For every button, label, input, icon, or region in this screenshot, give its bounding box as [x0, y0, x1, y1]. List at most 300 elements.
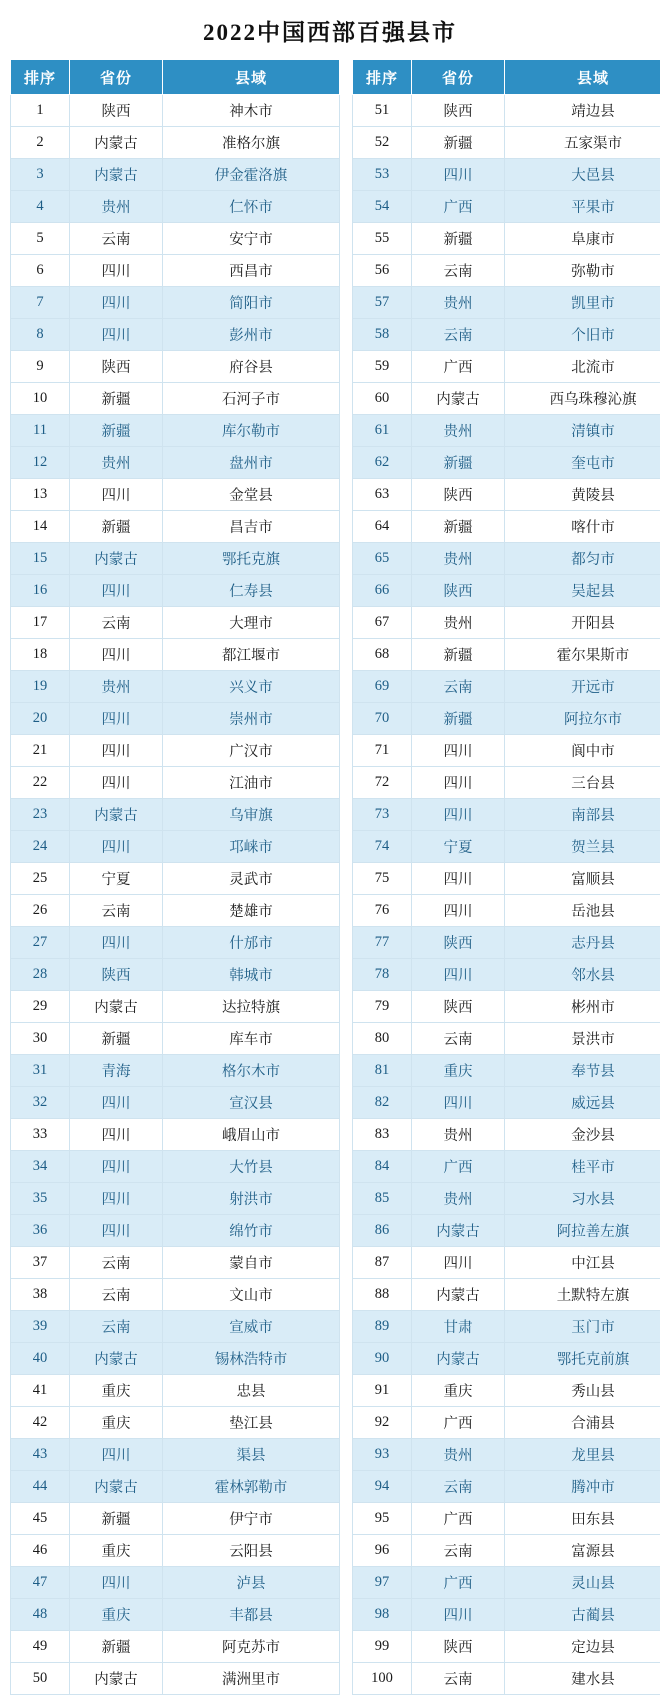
cell-county-left: 什邡市 [163, 927, 340, 959]
cell-county-right: 习水县 [505, 1183, 660, 1215]
cell-rank-left: 41 [11, 1375, 70, 1407]
cell-province-left: 云南 [70, 223, 163, 255]
table-row [11, 1567, 660, 1599]
column-gap [340, 1663, 353, 1695]
cell-rank-right: 82 [353, 1087, 412, 1119]
cell-rank-right: 51 [353, 95, 412, 127]
cell-county-left: 楚雄市 [163, 895, 340, 927]
column-gap [340, 1247, 353, 1279]
cell-rank-right: 52 [353, 127, 412, 159]
cell-county-left: 都江堰市 [163, 639, 340, 671]
table-row [11, 255, 660, 287]
cell-rank-right: 95 [353, 1503, 412, 1535]
cell-province-right: 贵州 [412, 1439, 505, 1471]
cell-county-left: 广汉市 [163, 735, 340, 767]
cell-province-right: 新疆 [412, 127, 505, 159]
cell-province-left: 新疆 [70, 415, 163, 447]
cell-rank-left: 19 [11, 671, 70, 703]
cell-province-left: 内蒙古 [70, 1471, 163, 1503]
cell-province-right: 宁夏 [412, 831, 505, 863]
cell-rank-right: 62 [353, 447, 412, 479]
column-gap [340, 1535, 353, 1567]
cell-province-left: 新疆 [70, 1503, 163, 1535]
table-row [11, 1407, 660, 1439]
header-county-left: 县域 [163, 60, 340, 95]
cell-province-left: 四川 [70, 1151, 163, 1183]
table-row [11, 1023, 660, 1055]
cell-rank-left: 18 [11, 639, 70, 671]
cell-rank-right: 72 [353, 767, 412, 799]
cell-province-left: 四川 [70, 287, 163, 319]
cell-rank-left: 31 [11, 1055, 70, 1087]
cell-province-left: 四川 [70, 703, 163, 735]
cell-county-right: 开远市 [505, 671, 660, 703]
cell-province-left: 四川 [70, 255, 163, 287]
cell-province-left: 贵州 [70, 447, 163, 479]
column-gap [340, 447, 353, 479]
cell-county-right: 个旧市 [505, 319, 660, 351]
cell-county-right: 玉门市 [505, 1311, 660, 1343]
cell-county-right: 奎屯市 [505, 447, 660, 479]
cell-province-left: 新疆 [70, 1631, 163, 1663]
cell-rank-right: 91 [353, 1375, 412, 1407]
cell-province-right: 新疆 [412, 223, 505, 255]
column-gap [340, 1503, 353, 1535]
cell-rank-right: 64 [353, 511, 412, 543]
column-gap [340, 1055, 353, 1087]
column-gap [340, 479, 353, 511]
cell-province-right: 四川 [412, 799, 505, 831]
column-gap [340, 959, 353, 991]
table-row [11, 1535, 660, 1567]
cell-county-right: 吴起县 [505, 575, 660, 607]
cell-county-left: 准格尔旗 [163, 127, 340, 159]
table-row [11, 1599, 660, 1631]
column-gap [340, 863, 353, 895]
table-row [11, 831, 660, 863]
cell-county-right: 喀什市 [505, 511, 660, 543]
cell-county-left: 霍林郭勒市 [163, 1471, 340, 1503]
table-row [11, 767, 660, 799]
cell-rank-left: 49 [11, 1631, 70, 1663]
column-gap [340, 1343, 353, 1375]
table-row [11, 95, 660, 127]
cell-rank-right: 97 [353, 1567, 412, 1599]
cell-rank-left: 39 [11, 1311, 70, 1343]
cell-rank-left: 44 [11, 1471, 70, 1503]
cell-province-left: 贵州 [70, 191, 163, 223]
cell-county-right: 志丹县 [505, 927, 660, 959]
cell-province-right: 陕西 [412, 95, 505, 127]
cell-county-right: 凯里市 [505, 287, 660, 319]
cell-province-right: 甘肃 [412, 1311, 505, 1343]
cell-province-right: 云南 [412, 671, 505, 703]
cell-rank-left: 26 [11, 895, 70, 927]
cell-province-left: 内蒙古 [70, 159, 163, 191]
cell-rank-left: 10 [11, 383, 70, 415]
cell-county-left: 韩城市 [163, 959, 340, 991]
cell-rank-right: 90 [353, 1343, 412, 1375]
cell-province-right: 广西 [412, 351, 505, 383]
page-title: 2022中国西部百强县市 [10, 8, 650, 59]
cell-province-right: 四川 [412, 735, 505, 767]
cell-county-left: 神木市 [163, 95, 340, 127]
cell-rank-right: 87 [353, 1247, 412, 1279]
cell-rank-right: 71 [353, 735, 412, 767]
cell-county-right: 龙里县 [505, 1439, 660, 1471]
cell-province-right: 四川 [412, 863, 505, 895]
cell-county-right: 霍尔果斯市 [505, 639, 660, 671]
table-row [11, 415, 660, 447]
cell-rank-right: 58 [353, 319, 412, 351]
cell-county-left: 仁寿县 [163, 575, 340, 607]
cell-province-left: 云南 [70, 607, 163, 639]
cell-county-right: 南部县 [505, 799, 660, 831]
cell-rank-right: 78 [353, 959, 412, 991]
table-row [11, 959, 660, 991]
cell-county-left: 安宁市 [163, 223, 340, 255]
column-gap [340, 927, 353, 959]
cell-province-right: 陕西 [412, 479, 505, 511]
cell-county-right: 贺兰县 [505, 831, 660, 863]
cell-rank-left: 20 [11, 703, 70, 735]
table-row [11, 543, 660, 575]
cell-county-left: 峨眉山市 [163, 1119, 340, 1151]
cell-province-right: 内蒙古 [412, 383, 505, 415]
cell-rank-right: 61 [353, 415, 412, 447]
cell-province-right: 广西 [412, 191, 505, 223]
column-gap [340, 1311, 353, 1343]
cell-county-right: 合浦县 [505, 1407, 660, 1439]
cell-province-left: 内蒙古 [70, 991, 163, 1023]
cell-county-left: 彭州市 [163, 319, 340, 351]
table-row [11, 927, 660, 959]
cell-province-left: 云南 [70, 1247, 163, 1279]
cell-rank-right: 85 [353, 1183, 412, 1215]
cell-province-left: 新疆 [70, 511, 163, 543]
cell-province-left: 四川 [70, 831, 163, 863]
cell-county-right: 古蔺县 [505, 1599, 660, 1631]
cell-county-left: 垫江县 [163, 1407, 340, 1439]
cell-rank-right: 75 [353, 863, 412, 895]
table-body [11, 95, 660, 1695]
cell-province-right: 新疆 [412, 639, 505, 671]
header-row [11, 60, 660, 95]
header-province-left: 省份 [70, 60, 163, 95]
cell-rank-left: 8 [11, 319, 70, 351]
column-gap [340, 191, 353, 223]
table-row [11, 479, 660, 511]
cell-province-left: 陕西 [70, 351, 163, 383]
cell-county-left: 石河子市 [163, 383, 340, 415]
cell-rank-right: 98 [353, 1599, 412, 1631]
cell-county-left: 鄂托克旗 [163, 543, 340, 575]
cell-rank-right: 68 [353, 639, 412, 671]
cell-rank-right: 81 [353, 1055, 412, 1087]
cell-rank-left: 33 [11, 1119, 70, 1151]
cell-province-right: 陕西 [412, 1631, 505, 1663]
cell-rank-left: 24 [11, 831, 70, 863]
cell-county-left: 西昌市 [163, 255, 340, 287]
cell-county-left: 伊宁市 [163, 1503, 340, 1535]
cell-county-left: 格尔木市 [163, 1055, 340, 1087]
cell-county-right: 景洪市 [505, 1023, 660, 1055]
cell-rank-left: 11 [11, 415, 70, 447]
cell-rank-left: 14 [11, 511, 70, 543]
column-gap [340, 991, 353, 1023]
cell-rank-right: 84 [353, 1151, 412, 1183]
cell-county-right: 都匀市 [505, 543, 660, 575]
cell-rank-right: 99 [353, 1631, 412, 1663]
cell-province-right: 云南 [412, 1535, 505, 1567]
cell-county-left: 达拉特旗 [163, 991, 340, 1023]
table-row [11, 1503, 660, 1535]
cell-rank-left: 13 [11, 479, 70, 511]
cell-rank-left: 32 [11, 1087, 70, 1119]
column-gap [340, 60, 353, 95]
cell-rank-left: 16 [11, 575, 70, 607]
column-gap [340, 1567, 353, 1599]
cell-rank-right: 70 [353, 703, 412, 735]
cell-county-right: 五家渠市 [505, 127, 660, 159]
cell-province-left: 四川 [70, 479, 163, 511]
table-row [11, 351, 660, 383]
table-row [11, 991, 660, 1023]
cell-county-right: 弥勒市 [505, 255, 660, 287]
cell-province-left: 云南 [70, 1279, 163, 1311]
cell-county-left: 大竹县 [163, 1151, 340, 1183]
cell-rank-left: 6 [11, 255, 70, 287]
cell-county-right: 腾冲市 [505, 1471, 660, 1503]
cell-rank-right: 67 [353, 607, 412, 639]
cell-province-right: 贵州 [412, 1183, 505, 1215]
cell-rank-right: 73 [353, 799, 412, 831]
cell-province-left: 内蒙古 [70, 799, 163, 831]
column-gap [340, 703, 353, 735]
cell-county-left: 阿克苏市 [163, 1631, 340, 1663]
rank-table [10, 59, 660, 1695]
cell-province-left: 四川 [70, 1119, 163, 1151]
table-row [11, 1663, 660, 1695]
cell-province-right: 贵州 [412, 415, 505, 447]
column-gap [340, 1023, 353, 1055]
cell-rank-left: 3 [11, 159, 70, 191]
cell-county-right: 土默特左旗 [505, 1279, 660, 1311]
cell-county-right: 中江县 [505, 1247, 660, 1279]
table-row [11, 1247, 660, 1279]
column-gap [340, 383, 353, 415]
column-gap [340, 127, 353, 159]
cell-province-left: 四川 [70, 767, 163, 799]
table-row [11, 447, 660, 479]
cell-rank-right: 60 [353, 383, 412, 415]
cell-province-left: 四川 [70, 1087, 163, 1119]
column-gap [340, 1439, 353, 1471]
column-gap [340, 575, 353, 607]
cell-province-left: 重庆 [70, 1375, 163, 1407]
cell-province-right: 云南 [412, 1663, 505, 1695]
cell-county-left: 府谷县 [163, 351, 340, 383]
cell-province-right: 广西 [412, 1503, 505, 1535]
cell-province-right: 广西 [412, 1567, 505, 1599]
cell-rank-left: 42 [11, 1407, 70, 1439]
cell-county-left: 云阳县 [163, 1535, 340, 1567]
cell-province-left: 四川 [70, 735, 163, 767]
cell-county-left: 文山市 [163, 1279, 340, 1311]
table-row [11, 191, 660, 223]
cell-rank-right: 83 [353, 1119, 412, 1151]
cell-rank-right: 79 [353, 991, 412, 1023]
column-gap [340, 543, 353, 575]
cell-province-left: 青海 [70, 1055, 163, 1087]
cell-rank-left: 22 [11, 767, 70, 799]
cell-county-left: 绵竹市 [163, 1215, 340, 1247]
cell-county-right: 北流市 [505, 351, 660, 383]
cell-county-right: 威远县 [505, 1087, 660, 1119]
cell-county-left: 丰都县 [163, 1599, 340, 1631]
cell-rank-right: 93 [353, 1439, 412, 1471]
cell-county-right: 鄂托克前旗 [505, 1343, 660, 1375]
cell-county-left: 库尔勒市 [163, 415, 340, 447]
column-gap [340, 799, 353, 831]
column-gap [340, 319, 353, 351]
column-gap [340, 415, 353, 447]
cell-county-right: 田东县 [505, 1503, 660, 1535]
cell-county-left: 简阳市 [163, 287, 340, 319]
cell-rank-right: 54 [353, 191, 412, 223]
column-gap [340, 735, 353, 767]
column-gap [340, 1119, 353, 1151]
column-gap [340, 1279, 353, 1311]
table-row [11, 639, 660, 671]
cell-province-left: 宁夏 [70, 863, 163, 895]
table-row [11, 1471, 660, 1503]
cell-rank-right: 63 [353, 479, 412, 511]
cell-rank-left: 28 [11, 959, 70, 991]
cell-province-right: 云南 [412, 1471, 505, 1503]
cell-rank-left: 7 [11, 287, 70, 319]
cell-province-left: 陕西 [70, 959, 163, 991]
cell-county-right: 桂平市 [505, 1151, 660, 1183]
cell-county-left: 江油市 [163, 767, 340, 799]
cell-province-right: 云南 [412, 1023, 505, 1055]
column-gap [340, 1215, 353, 1247]
cell-county-left: 忠县 [163, 1375, 340, 1407]
cell-county-right: 开阳县 [505, 607, 660, 639]
column-gap [340, 223, 353, 255]
column-gap [340, 1407, 353, 1439]
cell-county-left: 渠县 [163, 1439, 340, 1471]
cell-rank-left: 27 [11, 927, 70, 959]
cell-province-left: 四川 [70, 575, 163, 607]
table-row [11, 1055, 660, 1087]
cell-county-right: 阿拉善左旗 [505, 1215, 660, 1247]
cell-rank-left: 17 [11, 607, 70, 639]
cell-county-right: 大邑县 [505, 159, 660, 191]
column-gap [340, 639, 353, 671]
table-header [11, 60, 660, 95]
cell-rank-right: 94 [353, 1471, 412, 1503]
cell-rank-right: 69 [353, 671, 412, 703]
cell-province-left: 四川 [70, 1183, 163, 1215]
cell-rank-right: 88 [353, 1279, 412, 1311]
cell-province-left: 重庆 [70, 1535, 163, 1567]
cell-province-right: 云南 [412, 319, 505, 351]
column-gap [340, 607, 353, 639]
cell-rank-left: 36 [11, 1215, 70, 1247]
cell-rank-left: 23 [11, 799, 70, 831]
cell-county-left: 射洪市 [163, 1183, 340, 1215]
cell-rank-left: 5 [11, 223, 70, 255]
cell-province-left: 云南 [70, 895, 163, 927]
cell-rank-right: 92 [353, 1407, 412, 1439]
cell-rank-right: 96 [353, 1535, 412, 1567]
column-gap [340, 159, 353, 191]
table-row [11, 1183, 660, 1215]
table-row [11, 287, 660, 319]
column-gap [340, 1183, 353, 1215]
cell-rank-left: 1 [11, 95, 70, 127]
cell-rank-right: 55 [353, 223, 412, 255]
cell-province-right: 四川 [412, 959, 505, 991]
table-row [11, 1375, 660, 1407]
cell-rank-right: 100 [353, 1663, 412, 1695]
cell-province-right: 广西 [412, 1407, 505, 1439]
column-gap [340, 831, 353, 863]
header-province-right: 省份 [412, 60, 505, 95]
cell-county-right: 邻水县 [505, 959, 660, 991]
cell-rank-right: 53 [353, 159, 412, 191]
cell-rank-left: 47 [11, 1567, 70, 1599]
cell-county-right: 建水县 [505, 1663, 660, 1695]
cell-province-right: 陕西 [412, 927, 505, 959]
cell-rank-left: 50 [11, 1663, 70, 1695]
cell-province-right: 新疆 [412, 447, 505, 479]
column-gap [340, 1631, 353, 1663]
cell-province-right: 广西 [412, 1151, 505, 1183]
cell-county-right: 灵山县 [505, 1567, 660, 1599]
cell-county-right: 西乌珠穆沁旗 [505, 383, 660, 415]
table-row [11, 1343, 660, 1375]
cell-province-right: 云南 [412, 255, 505, 287]
column-gap [340, 1087, 353, 1119]
cell-province-right: 贵州 [412, 287, 505, 319]
column-gap [340, 511, 353, 543]
table-row [11, 1279, 660, 1311]
column-gap [340, 95, 353, 127]
column-gap [340, 895, 353, 927]
table-row [11, 703, 660, 735]
table-row [11, 1311, 660, 1343]
cell-province-right: 新疆 [412, 703, 505, 735]
cell-province-left: 重庆 [70, 1407, 163, 1439]
cell-county-right: 平果市 [505, 191, 660, 223]
column-gap [340, 1471, 353, 1503]
cell-county-right: 彬州市 [505, 991, 660, 1023]
table-row [11, 1215, 660, 1247]
cell-province-right: 重庆 [412, 1055, 505, 1087]
cell-rank-left: 37 [11, 1247, 70, 1279]
table-row [11, 127, 660, 159]
cell-province-left: 四川 [70, 1567, 163, 1599]
cell-rank-left: 30 [11, 1023, 70, 1055]
cell-province-left: 内蒙古 [70, 127, 163, 159]
cell-county-right: 岳池县 [505, 895, 660, 927]
table-row [11, 319, 660, 351]
column-gap [340, 287, 353, 319]
cell-county-left: 锡林浩特市 [163, 1343, 340, 1375]
cell-rank-right: 59 [353, 351, 412, 383]
